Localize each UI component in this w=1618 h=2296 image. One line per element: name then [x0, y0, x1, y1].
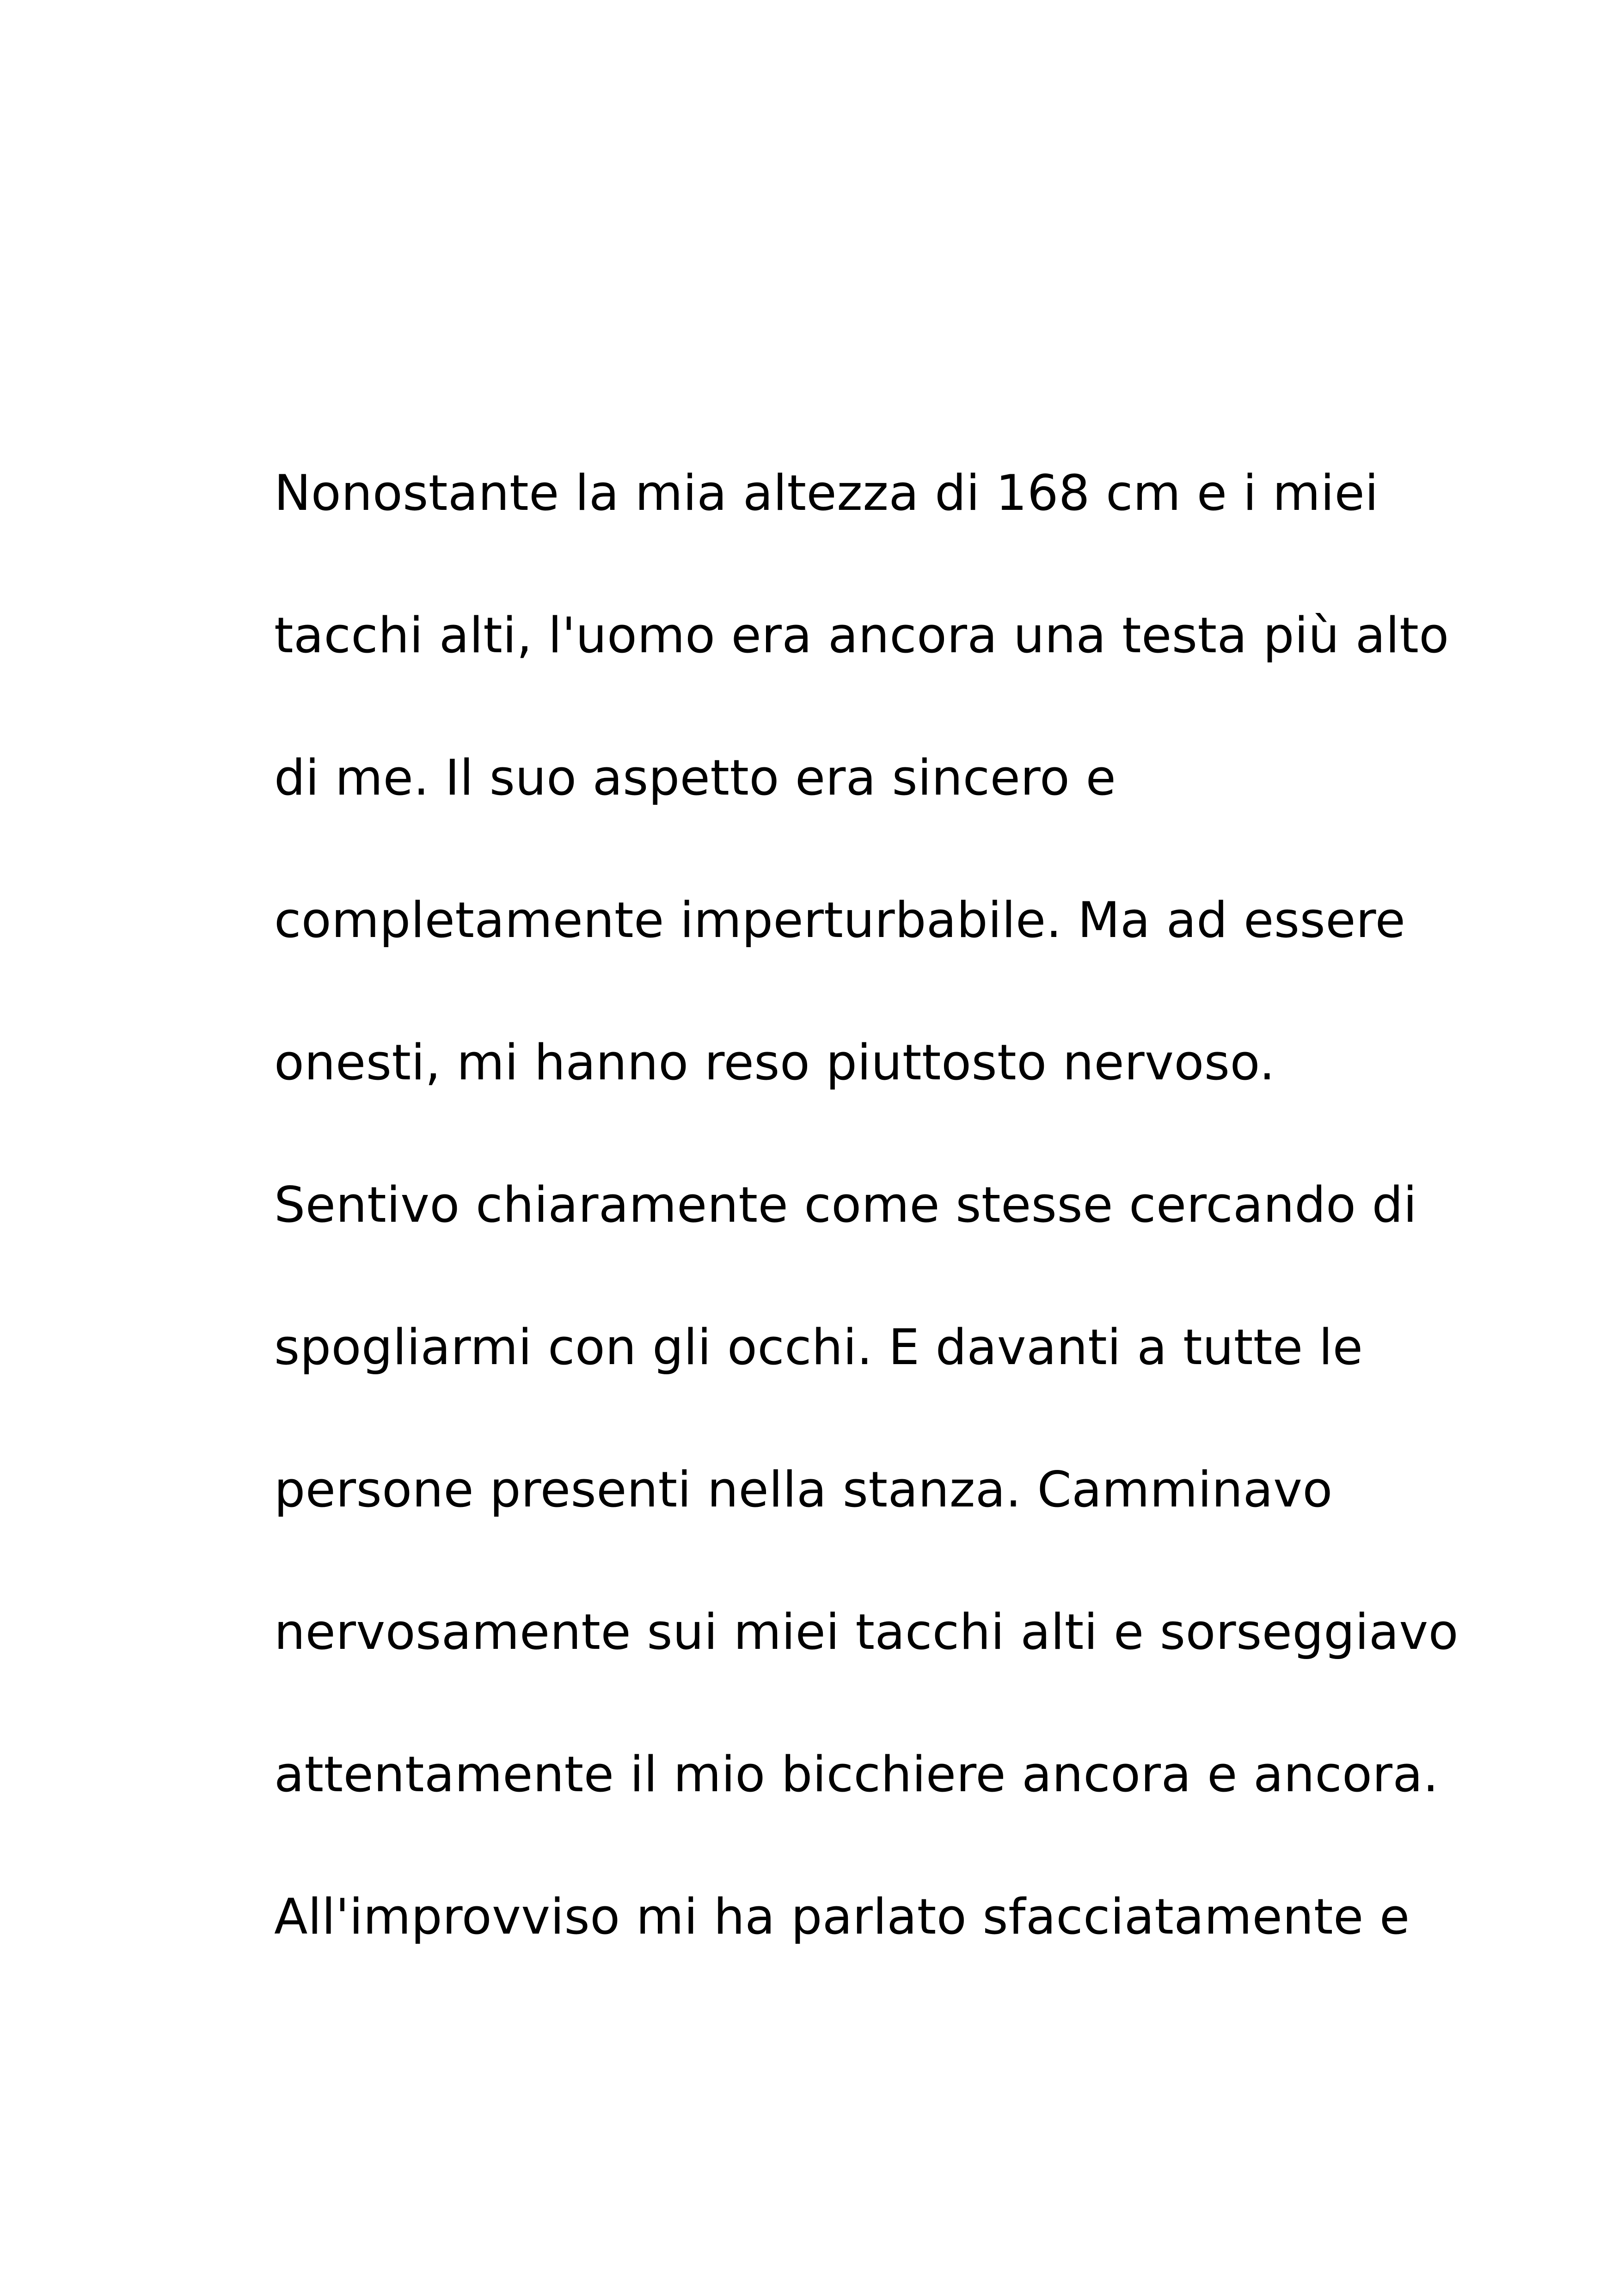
- text-line: persone presenti nella stanza. Camminavo: [274, 1461, 1333, 1518]
- text-line: onesti, mi hanno reso piuttosto nervoso.: [274, 1034, 1275, 1091]
- text-line: spogliarmi con gli occhi. E davanti a tutte le: [274, 1319, 1363, 1376]
- text-line: nervosamente sui miei tacchi alti e sorseggiavo: [274, 1604, 1459, 1660]
- text-line: completamente imperturbabile. Ma ad essere: [274, 892, 1406, 949]
- text-line: Nonostante la mia altezza di 168 cm e i miei: [274, 465, 1379, 521]
- text-line: All'improvviso mi ha parlato sfacciatamente e: [274, 1888, 1410, 1945]
- text-line: di me. Il suo aspetto era sincero e: [274, 749, 1116, 806]
- text-line: tacchi alti, l'uomo era ancora una testa più alto: [274, 607, 1449, 664]
- text-line: attentamente il mio bicchiere ancora e ancora.: [274, 1746, 1439, 1803]
- text-line: Sentivo chiaramente come stesse cercando di: [274, 1176, 1417, 1233]
